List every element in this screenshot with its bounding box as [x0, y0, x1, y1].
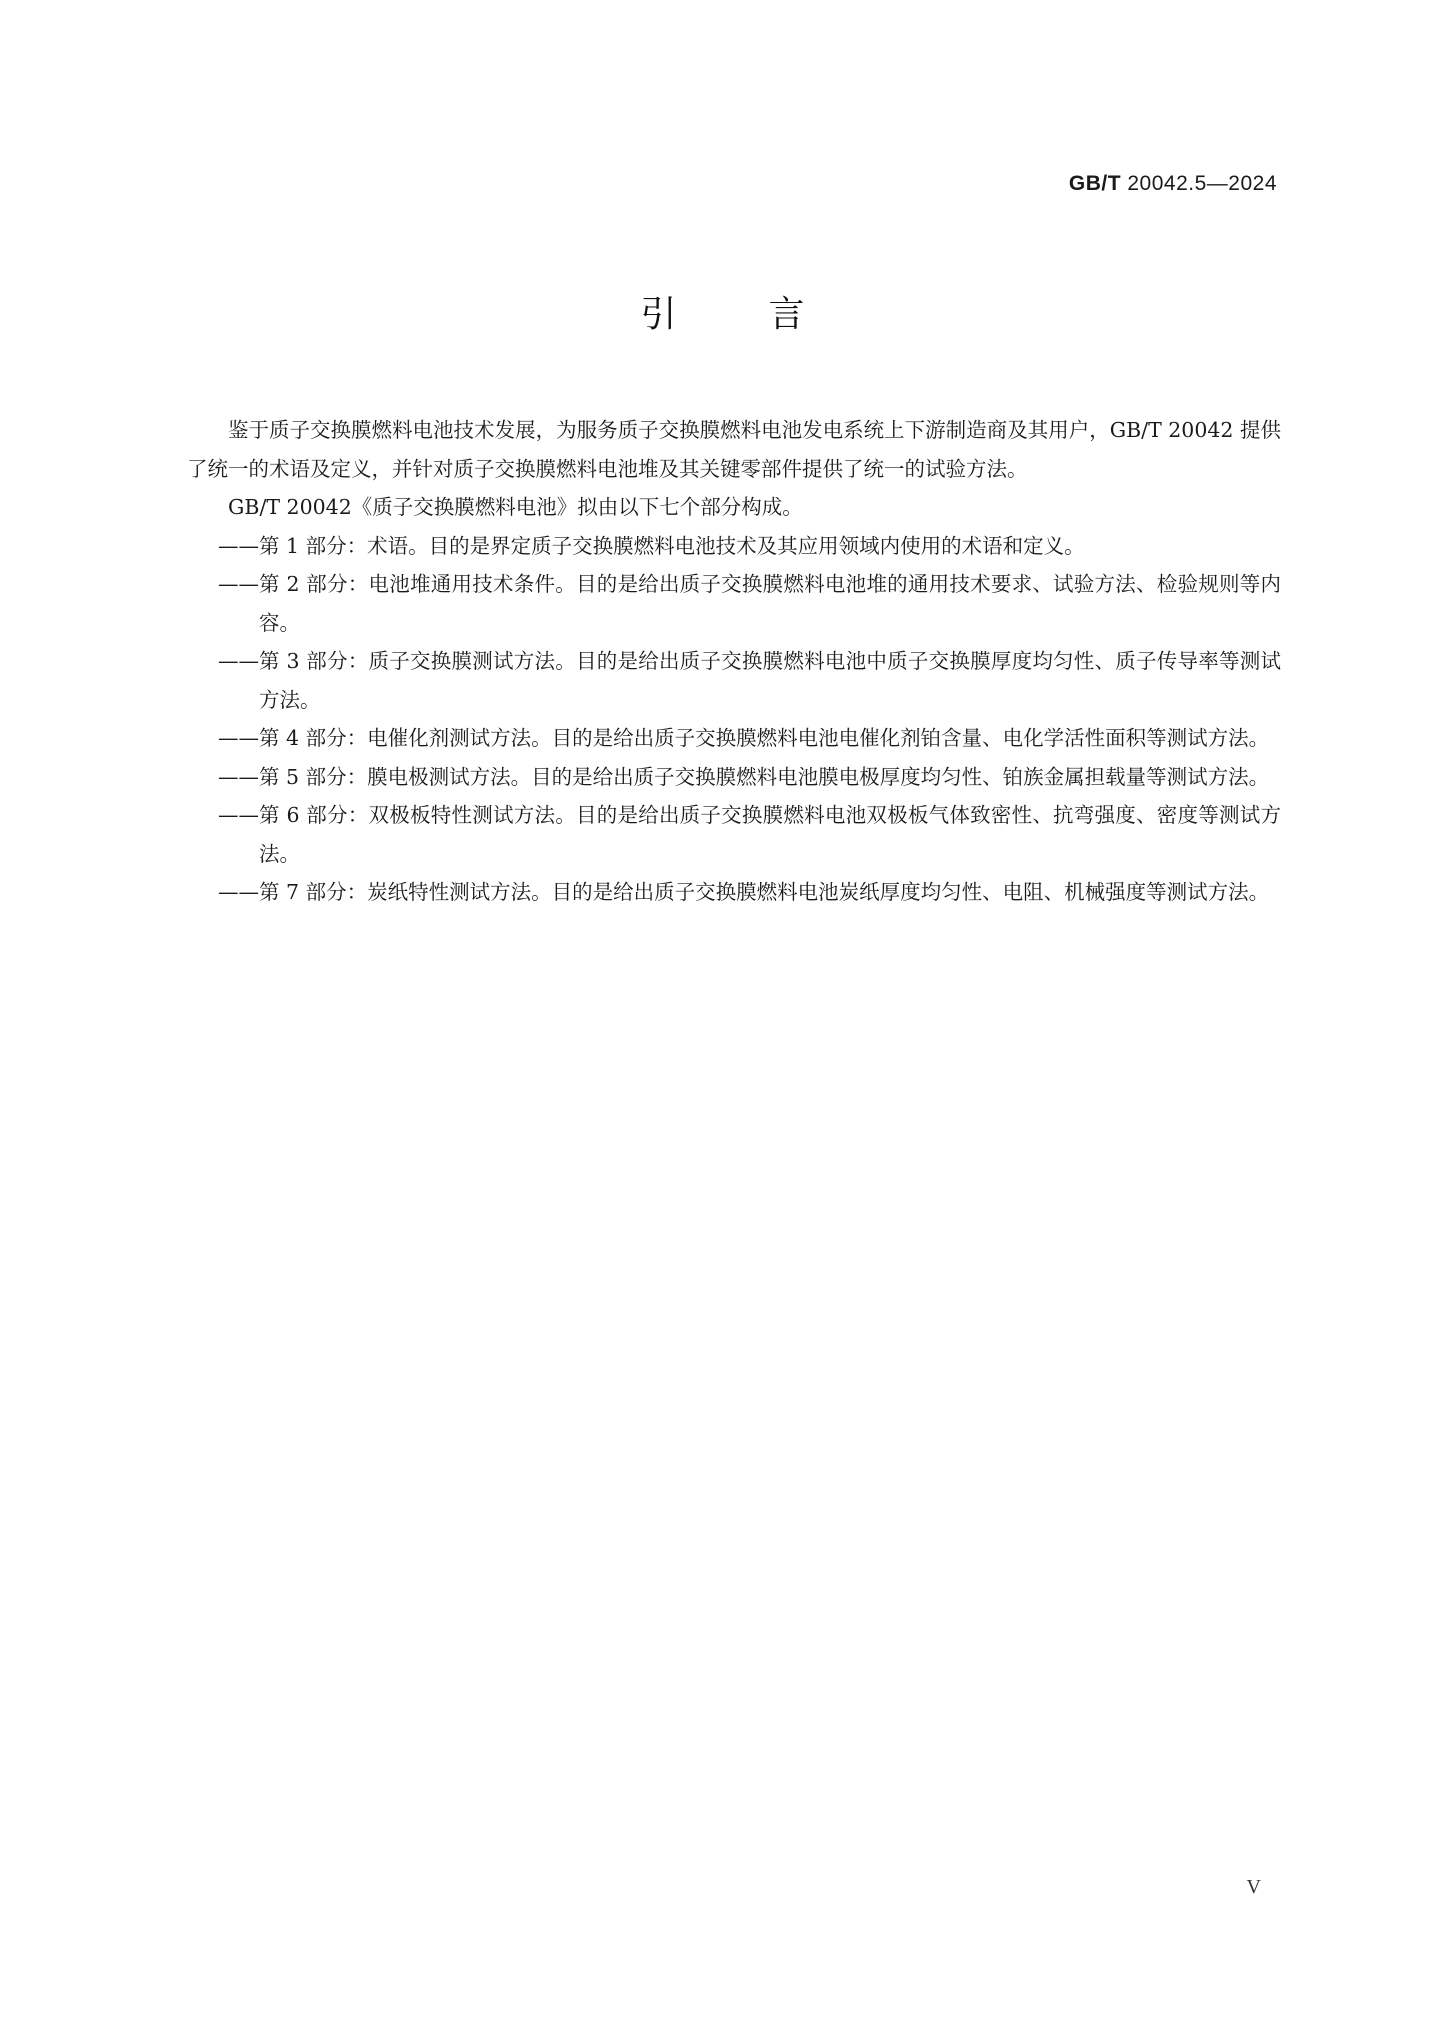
- standard-prefix: GB/T: [1068, 172, 1122, 195]
- list-item-text: 第 5 部分：膜电极测试方法。目的是给出质子交换膜燃料电池膜电极厚度均匀性、铂族金属担载量等测试方法。: [259, 764, 1270, 789]
- structure-paragraph: GB/T 20042《质子交换膜燃料电池》拟由以下七个部分构成。: [228, 495, 803, 519]
- list-item-part-1: [187, 527, 1281, 566]
- list-dash: ——: [218, 572, 259, 596]
- list-item-part-6: [187, 796, 1281, 873]
- list-dash: ——: [218, 649, 259, 673]
- list-item-part-2: [187, 565, 1281, 642]
- list-item-part-7: [187, 873, 1281, 912]
- list-item-text: 第 7 部分：炭纸特性测试方法。目的是给出质子交换膜燃料电池炭纸厚度均匀性、电阻、机械强度等测试方法。: [259, 880, 1270, 904]
- standard-identifier: [1069, 172, 1277, 196]
- page-number: V: [1246, 1876, 1261, 1898]
- list-dash: ——: [218, 726, 259, 750]
- page-title: 引言: [640, 294, 897, 335]
- list-item-part-4: [187, 719, 1281, 758]
- list-item-text: 第 6 部分：双极板特性测试方法。目的是给出质子交换膜燃料电池双极板气体致密性、抗弯强度、密度等测试方法。: [259, 803, 1281, 866]
- list-item-part-3: [187, 642, 1281, 719]
- list-dash: ——: [218, 803, 259, 827]
- list-dash: ——: [218, 880, 259, 904]
- standard-number: 20042.5—2024: [1121, 172, 1277, 195]
- intro-paragraph: 鉴于质子交换膜燃料电池技术发展，为服务质子交换膜燃料电池发电系统上下游制造商及其用户，GB/T 20042 提供了统一的术语及定义，并针对质子交换膜燃料电池堆及其关键零部件提供了统一的试验方法。: [187, 418, 1281, 481]
- list-dash: ——: [218, 533, 259, 558]
- document-body: [187, 411, 1281, 912]
- list-item-part-5: [187, 758, 1281, 797]
- list-item-text: 第 3 部分：质子交换膜测试方法。目的是给出质子交换膜燃料电池中质子交换膜厚度均匀性、质子传导率等测试方法。: [259, 649, 1281, 712]
- list-item-text: 第 1 部分：术语。目的是界定质子交换膜燃料电池技术及其应用领域内使用的术语和定义。: [259, 533, 1085, 558]
- list-item-text: 第 2 部分：电池堆通用技术条件。目的是给出质子交换膜燃料电池堆的通用技术要求、试验方法、检验规则等内容。: [259, 572, 1281, 635]
- list-item-text: 第 4 部分：电催化剂测试方法。目的是给出质子交换膜燃料电池电催化剂铂含量、电化学活性面积等测试方法。: [259, 726, 1270, 750]
- list-dash: ——: [218, 764, 259, 789]
